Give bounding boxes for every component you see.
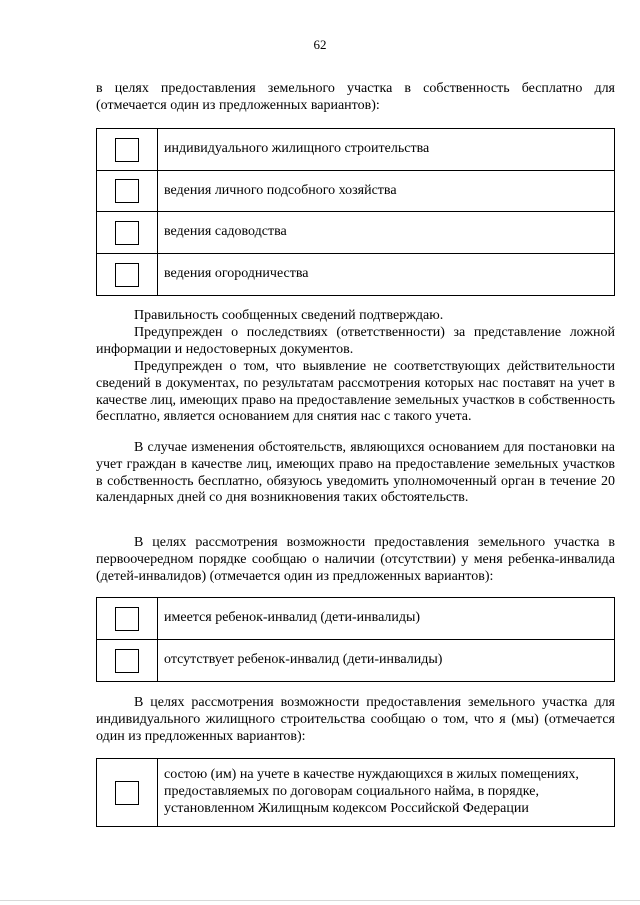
disabled-child-intro: В целях рассмотрения возможности предоставления земельного участка в первоочередном порядке сообщаю о наличии (отсутствии) у меня ребенка-инвалида (детей-инвалидов) (отмечается один из предложенных вариантов):: [96, 535, 615, 584]
checkbox-no-disabled-child[interactable]: [115, 649, 139, 673]
intro-text: в целях предоставления земельного участка в собственность бесплатно для (отмечается один из предложенных вариантов):: [96, 81, 615, 113]
option-label: ведения огородничества: [158, 254, 615, 296]
option-label: отсутствует ребенок-инвалид (дети-инвалиды): [158, 640, 615, 682]
warning-text-1: Предупрежден о последствиях (ответственности) за представление ложной информации и недостоверных документов.: [96, 325, 615, 357]
land-purpose-table: [96, 128, 615, 296]
page-bottom-edge: [0, 900, 640, 901]
option-row: [97, 212, 615, 254]
checkbox-has-disabled-child[interactable]: [115, 607, 139, 631]
option-row: [97, 759, 615, 827]
option-row: [97, 171, 615, 212]
option-label: имеется ребенок-инвалид (дети-инвалиды): [158, 598, 615, 640]
checkbox-individual-housing[interactable]: [115, 138, 139, 162]
warning-text-2: Предупрежден о том, что выявление не соответствующих действительности сведений в документах, по результатам рассмотрения которых нас поставят на учет в качестве лиц, имеющих право на предоставление земельных участков в собственность бесплатно, является основанием для снятия нас с такого учета.: [96, 359, 615, 425]
option-label: ведения садоводства: [158, 212, 615, 254]
checkbox-housing-queue[interactable]: [115, 781, 139, 805]
option-label: индивидуального жилищного строительства: [158, 129, 615, 171]
option-row: [97, 598, 615, 640]
confirmation-text: Правильность сообщенных сведений подтверждаю.: [134, 308, 444, 323]
option-row: [97, 254, 615, 296]
option-label: ведения личного подсобного хозяйства: [158, 171, 615, 212]
option-row: [97, 129, 615, 171]
checkbox-gardening[interactable]: [115, 221, 139, 245]
option-label: состою (им) на учете в качестве нуждающихся в жилых помещениях, предоставляемых по договорам социального найма, в порядке, установленном Жилищным кодексом Российской Федерации: [158, 759, 615, 827]
housing-table: [96, 758, 615, 827]
obligation-text: В случае изменения обстоятельств, являющихся основанием для постановки на учет граждан в качестве лиц, имеющих право на предоставление земельных участков в собственность бесплатно, обязуюсь уведомить уполномоченный орган в течение 20 календарных дней со дня возникновения таких обстоятельств.: [96, 440, 615, 506]
option-row: [97, 640, 615, 682]
checkbox-vegetable-gardening[interactable]: [115, 263, 139, 287]
housing-intro: В целях рассмотрения возможности предоставления земельного участка для индивидуального жилищного строительства сообщаю о том, что я (мы) (отмечается один из предложенных вариантов):: [96, 695, 615, 744]
disabled-child-table: [96, 597, 615, 682]
page-number: 62: [313, 37, 327, 52]
checkbox-personal-farm[interactable]: [115, 179, 139, 203]
